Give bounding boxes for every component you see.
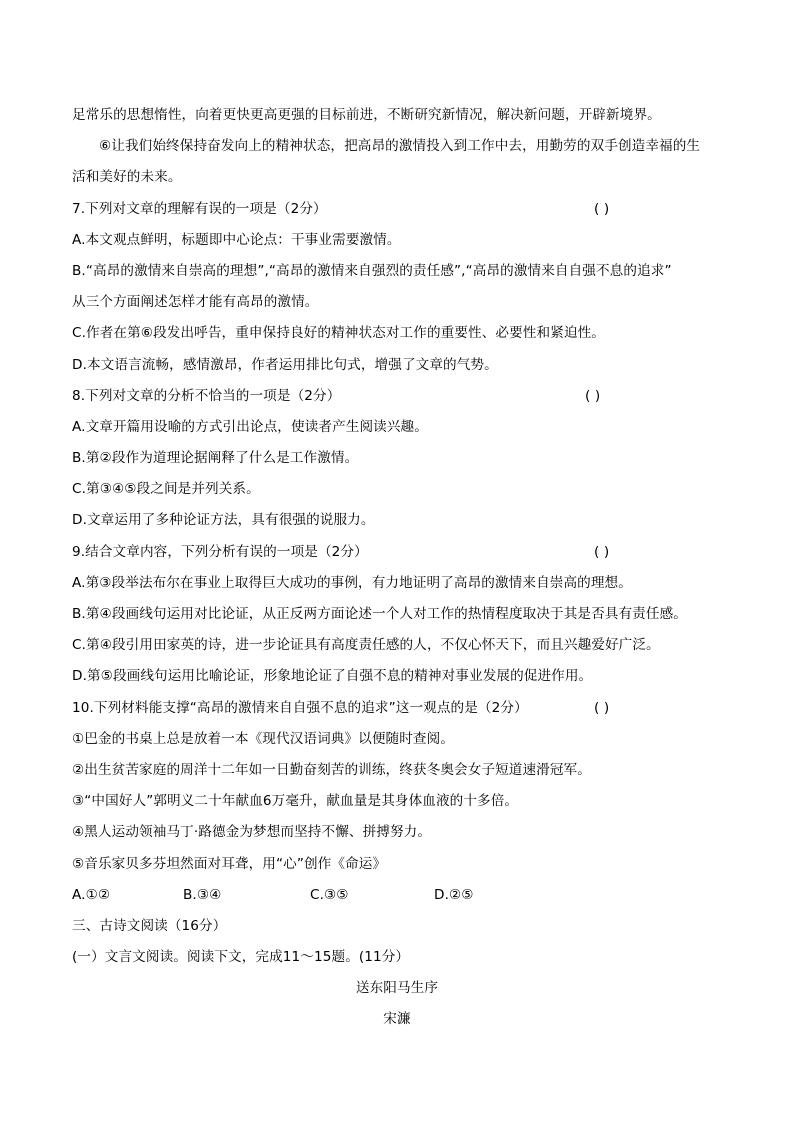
passage-paragraph-6: ⑥让我们始终保持奋发向上的精神状态，把高昂的激情投入到工作中去，用勤劳的双手创造幸福的生 bbox=[99, 138, 701, 155]
option-a: A.第③段举法布尔在事业上取得巨大成功的事例，有力地证明了高昂的激情来自崇高的理想。 bbox=[72, 574, 632, 591]
choice-d: D.②⑤ bbox=[434, 886, 474, 903]
option-b: B.第②段作为道理论据阐释了什么是工作激情。 bbox=[72, 450, 359, 467]
answer-blank: ( ) bbox=[594, 200, 610, 217]
question-8-stem bbox=[72, 381, 722, 412]
question-stem-text: 7.下列对文章的理解有误的一项是（2分） bbox=[72, 200, 327, 217]
passage-author: 宋濂 bbox=[383, 1011, 411, 1028]
exam-page bbox=[72, 100, 722, 1036]
question-10-stem bbox=[72, 693, 722, 724]
option-c: C.第④段引用田家英的诗，进一步论证具有高度责任感的人，不仅心怀天下，而且兴趣爱好广泛。 bbox=[72, 637, 660, 654]
option-b: B.“高昂的激情来自崇高的理想”,“高昂的激情来自强烈的责任感”,“高昂的激情来自自强不息的追求” bbox=[72, 262, 672, 279]
option-b-continued: 从三个方面阐述怎样才能有高昂的激情。 bbox=[72, 294, 319, 311]
answer-choices bbox=[72, 880, 722, 911]
option-d: D.第⑤段画线句运用比喻论证，形象地论证了自强不息的精神对事业发展的促进作用。 bbox=[72, 668, 593, 685]
answer-blank: ( ) bbox=[594, 699, 610, 716]
passage-title: 送东阳马生序 bbox=[355, 980, 439, 997]
material-item: ②出生贫苦家庭的周洋十二年如一日勤奋刻苦的训练，终获冬奥会女子短道速滑冠军。 bbox=[72, 761, 591, 778]
choice-a: A.①② bbox=[72, 886, 111, 903]
option-c: C.第③④⑤段之间是并列关系。 bbox=[72, 481, 260, 498]
question-stem-text: 9.结合文章内容，下列分析有误的一项是（2分） bbox=[72, 543, 368, 560]
material-item: ①巴金的书桌上总是放着一本《现代汉语词典》以便随时查阅。 bbox=[72, 730, 455, 747]
option-c: C.作者在第⑥段发出呼告，重申保持良好的精神状态对工作的重要性、必要性和紧迫性。 bbox=[72, 325, 605, 342]
section-heading: 三、古诗文阅读（16分） bbox=[72, 917, 227, 934]
material-item: ③“中国好人”郭明义二十年献血6万毫升，献血量是其身体血液的十多倍。 bbox=[72, 793, 519, 810]
question-stem-text: 10.下列材料能支撑“高昂的激情来自自强不息的追求”这一观点的是（2分） bbox=[72, 699, 528, 716]
material-item: ④黑人运动领袖马丁·路德金为梦想而坚持不懈、拼搏努力。 bbox=[72, 824, 432, 841]
choice-c: C.③⑤ bbox=[310, 886, 349, 903]
option-d: D.文章运用了多种论证方法，具有很强的说服力。 bbox=[72, 512, 375, 529]
question-7-stem bbox=[72, 194, 722, 225]
choice-b: B.③④ bbox=[183, 886, 222, 903]
question-stem-text: 8.下列对文章的分析不恰当的一项是（2分） bbox=[72, 387, 341, 404]
material-item: ⑤音乐家贝多芬坦然面对耳聋，用“心”创作《命运》 bbox=[72, 855, 387, 872]
option-b: B.第④段画线句运用对比论证，从正反两方面论述一个人对工作的热情程度取决于其是否具有责任感。 bbox=[72, 606, 687, 622]
answer-blank: ( ) bbox=[594, 543, 610, 560]
option-d: D.本文语言流畅，感情激昂，作者运用排比句式，增强了文章的气势。 bbox=[72, 356, 498, 373]
answer-blank: ( ) bbox=[585, 387, 601, 404]
option-a: A.文章开篇用设喻的方式引出论点，使读者产生阅读兴趣。 bbox=[72, 418, 428, 435]
subsection-heading: (一）文言文阅读。阅读下文，完成11～15题。(11分） bbox=[72, 949, 410, 966]
option-a: A.本文观点鲜明，标题即中心论点：干事业需要激情。 bbox=[72, 231, 401, 248]
passage-line: 足常乐的思想惰性，向着更快更高更强的目标前进，不断研究新情况，解决新问题，开辟新境界。 bbox=[72, 107, 661, 123]
question-9-stem bbox=[72, 537, 722, 568]
passage-line: 活和美好的未来。 bbox=[72, 169, 182, 186]
